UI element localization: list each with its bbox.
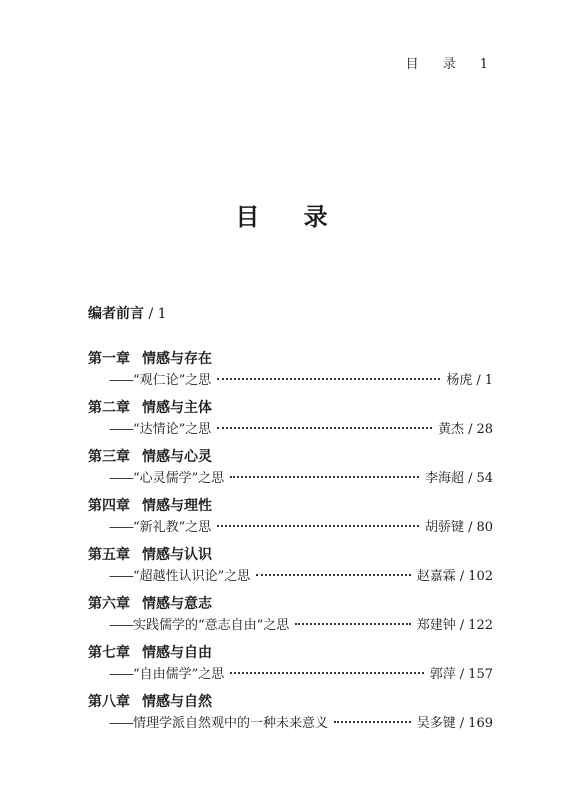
page-separator: / — [459, 618, 465, 633]
page-separator: / — [468, 471, 473, 486]
chapter-heading — [88, 691, 493, 713]
toc-chapter[interactable] — [88, 495, 493, 544]
chapter-author: 郑建钟 — [416, 618, 456, 633]
chapter-title: 情感与认识 — [142, 547, 212, 563]
chapter-author: 胡骄键 — [425, 520, 465, 535]
chapter-number: 第二章 — [88, 400, 130, 416]
chapter-title: 情感与心灵 — [142, 449, 212, 465]
chapter-title: 情感与自由 — [142, 645, 212, 661]
chapter-subtitle: “超越性认识论”之思 — [133, 569, 251, 584]
chapter-page-number: 169 — [468, 716, 493, 731]
running-header-page-number: 1 — [479, 57, 488, 72]
chapter-subtitle: “达情论”之思 — [133, 422, 212, 437]
chapter-title: 情感与自然 — [142, 694, 212, 710]
chapter-author: 吴多键 — [416, 716, 456, 731]
chapter-title: 情感与理性 — [142, 498, 212, 514]
toc-chapter[interactable] — [88, 544, 493, 593]
chapter-subtitle: “观仁论”之思 — [133, 373, 212, 388]
chapter-heading — [88, 642, 493, 664]
chapter-entry-line — [88, 713, 493, 735]
em-dash: —— — [109, 471, 133, 486]
chapter-page-number: 28 — [476, 422, 493, 437]
em-dash: —— — [109, 373, 133, 388]
em-dash: —— — [109, 618, 133, 633]
chapter-entry-line — [88, 370, 493, 392]
chapter-subtitle: “自由儒学”之思 — [133, 667, 225, 682]
chapter-page-number: 54 — [476, 471, 493, 486]
chapter-number: 第七章 — [88, 645, 130, 661]
toc-chapter[interactable] — [88, 642, 493, 691]
chapter-entry-line — [88, 615, 493, 637]
toc-chapter[interactable] — [88, 348, 493, 397]
running-header — [406, 53, 488, 72]
em-dash: —— — [109, 716, 133, 731]
toc-chapter[interactable] — [88, 446, 493, 495]
toc-chapter[interactable] — [88, 593, 493, 642]
chapter-heading — [88, 544, 493, 566]
toc-entry-preface[interactable] — [88, 303, 167, 323]
chapter-page-number: 122 — [468, 618, 493, 633]
dot-leader — [334, 721, 411, 723]
running-header-title: 目 录 — [405, 57, 466, 72]
dot-leader — [295, 623, 410, 625]
chapter-entry-line — [88, 566, 493, 588]
dot-leader — [230, 672, 423, 674]
chapter-entry-line — [88, 517, 493, 539]
chapter-page-number: 102 — [468, 569, 493, 584]
chapter-entry-line — [88, 664, 493, 686]
chapter-number: 第六章 — [88, 596, 130, 612]
chapter-page-number: 1 — [484, 373, 493, 388]
chapter-author: 杨虎 — [446, 373, 473, 388]
page-separator: / — [476, 373, 481, 388]
dot-leader — [217, 378, 440, 380]
chapter-page-number: 80 — [476, 520, 493, 535]
page-separator: / — [468, 422, 473, 437]
chapter-number: 第三章 — [88, 449, 130, 465]
toc-chapter-list — [88, 348, 493, 740]
page-separator: / — [459, 716, 465, 731]
chapter-subtitle: 实践儒学的“意志自由”之思 — [133, 618, 290, 633]
chapter-entry-line — [88, 468, 493, 490]
dot-leader — [217, 525, 419, 527]
chapter-author: 赵嘉霖 — [416, 569, 456, 584]
dot-leader — [256, 574, 410, 576]
chapter-title: 情感与意志 — [142, 596, 212, 612]
chapter-subtitle: “新礼教”之思 — [133, 520, 212, 535]
chapter-number: 第八章 — [88, 694, 130, 710]
chapter-heading — [88, 446, 493, 468]
dot-leader — [217, 427, 432, 429]
preface-label: 编者前言 — [88, 306, 144, 322]
chapter-page-number: 157 — [468, 667, 493, 682]
em-dash: —— — [109, 569, 133, 584]
chapter-heading — [88, 495, 493, 517]
page-separator: / — [459, 667, 465, 682]
chapter-author: 郭萍 — [429, 667, 456, 682]
em-dash: —— — [109, 520, 133, 535]
chapter-heading — [88, 593, 493, 615]
page-separator: / — [468, 520, 473, 535]
page-separator: / — [459, 569, 465, 584]
chapter-heading — [88, 397, 493, 419]
chapter-number: 第四章 — [88, 498, 130, 514]
chapter-title: 情感与存在 — [142, 351, 212, 367]
toc-chapter[interactable] — [88, 397, 493, 446]
preface-page-number: 1 — [157, 306, 167, 322]
chapter-number: 第一章 — [88, 351, 130, 367]
chapter-author: 李海超 — [425, 471, 465, 486]
chapter-title: 情感与主体 — [142, 400, 212, 416]
chapter-subtitle: 情理学派自然观中的一种未来意义 — [133, 716, 329, 731]
chapter-author: 黄杰 — [438, 422, 465, 437]
preface-page-separator: / — [144, 306, 158, 322]
dot-leader — [230, 476, 419, 478]
chapter-subtitle: “心灵儒学”之思 — [133, 471, 225, 486]
toc-chapter[interactable] — [88, 691, 493, 740]
em-dash: —— — [109, 667, 133, 682]
page-title: 目 录 — [235, 203, 346, 231]
chapter-heading — [88, 348, 493, 370]
chapter-number: 第五章 — [88, 547, 130, 563]
chapter-entry-line — [88, 419, 493, 441]
em-dash: —— — [109, 422, 133, 437]
